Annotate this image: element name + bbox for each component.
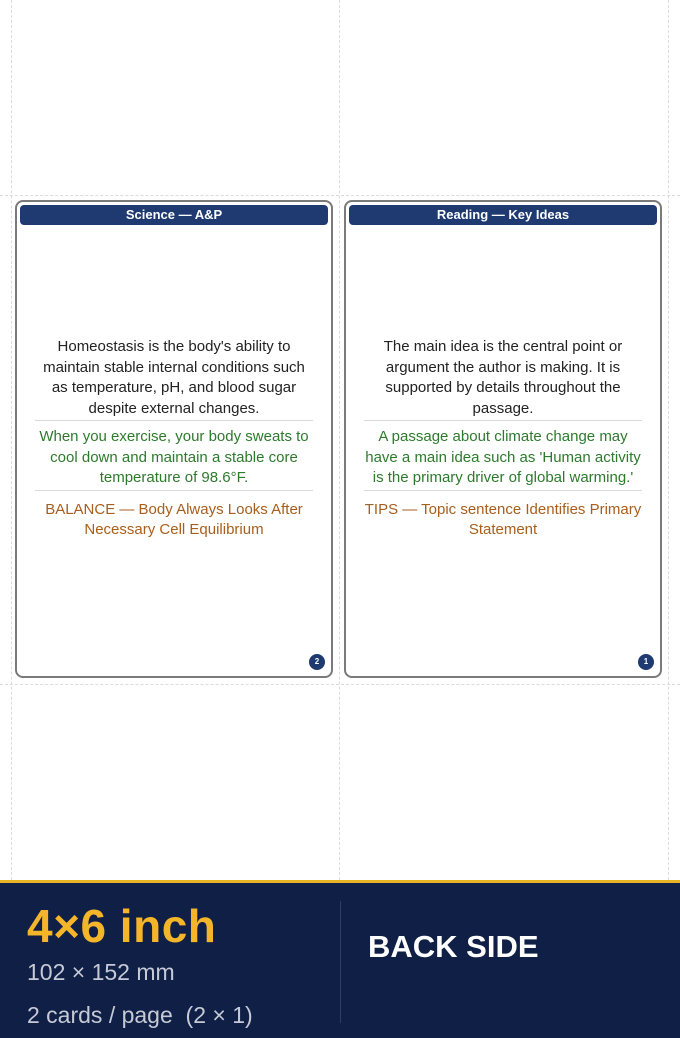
card-divider	[35, 420, 313, 421]
cut-guide-vertical	[11, 0, 12, 880]
cut-guide-vertical	[339, 0, 340, 880]
card-definition: The main idea is the central point or argument the author is making. It is supported by details throughout the passage.	[383, 338, 623, 417]
card-example: When you exercise, your body sweats to cool down and maintain a stable core temperature of 98.6°F.	[39, 428, 309, 487]
flashcard-science	[15, 200, 333, 678]
card-definition: Homeostasis is the body's ability to maintain stable internal conditions such as temperature, pH, and blood sugar despite external changes.	[43, 338, 305, 417]
cut-guide-vertical	[668, 0, 669, 880]
card-divider	[364, 490, 642, 491]
flashcard-reading	[344, 200, 662, 678]
card-number-badge: 2	[309, 654, 325, 670]
print-info-footer	[0, 880, 680, 1038]
cards-per-page: 2 cards / page (2 × 1)	[27, 1002, 253, 1028]
card-example: A passage about climate change may have a main idea such as 'Human activity is the primary driver of global warming.'	[365, 428, 641, 487]
card-body	[35, 226, 313, 652]
cut-guide-horizontal	[0, 684, 680, 685]
card-size-mm: 102 × 152 mm	[27, 959, 175, 985]
card-number-badge: 1	[638, 654, 654, 670]
card-divider	[35, 490, 313, 491]
side-label: BACK SIDE	[368, 929, 539, 964]
card-body	[364, 226, 642, 652]
card-mnemonic: TIPS — Topic sentence Identifies Primary Statement	[364, 500, 642, 539]
footer-divider	[340, 901, 341, 1023]
card-header: Reading — Key Ideas	[349, 205, 657, 225]
card-header: Science — A&P	[20, 205, 328, 225]
card-divider	[364, 420, 642, 421]
cut-guide-horizontal	[0, 195, 680, 196]
card-size-title: 4×6 inch	[27, 900, 217, 952]
card-mnemonic: BALANCE — Body Always Looks After Necessary Cell Equilibrium	[45, 500, 303, 539]
